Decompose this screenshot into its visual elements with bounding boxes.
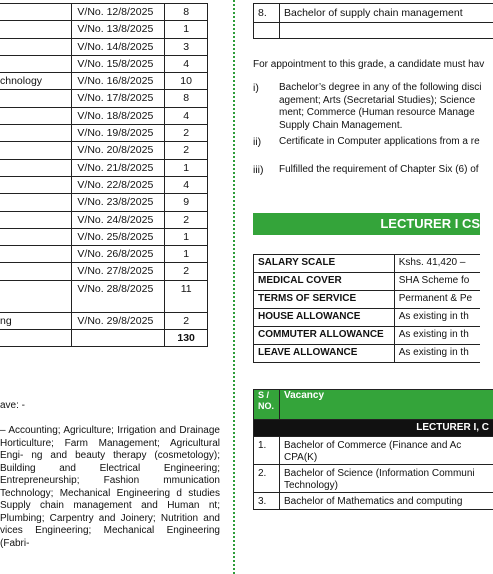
vacancy-title: Bachelor of Mathematics and computing	[280, 493, 493, 510]
count-cell: 11	[165, 280, 208, 312]
reference-cell: V/No. 26/8/2025	[72, 246, 165, 263]
count-cell: 3	[165, 38, 208, 55]
vacancy-title: Bachelor of Science (Information Communi Technology)	[280, 465, 493, 493]
vacancy-header: Vacancy	[280, 390, 493, 420]
count-cell: 4	[165, 55, 208, 72]
total-count: 130	[165, 330, 208, 347]
vacancy-number: 1.	[254, 437, 280, 465]
requirement-item: iii) Fulfilled the requirement of Chapter Six (6) of	[253, 164, 479, 176]
count-cell: 10	[165, 73, 208, 90]
term-label: TERMS OF SERVICE	[254, 291, 395, 309]
vacancy-name-cell	[0, 142, 72, 159]
count-cell: 8	[165, 4, 208, 21]
count-cell: 2	[165, 142, 208, 159]
reference-cell: V/No. 18/8/2025	[72, 107, 165, 124]
reference-cell: V/No. 17/8/2025	[72, 90, 165, 107]
vacancy-name-cell	[0, 55, 72, 72]
row-number: 8.	[254, 4, 280, 23]
terms-row	[254, 291, 481, 309]
count-cell: 1	[165, 228, 208, 245]
vacancy-number: 3.	[254, 493, 280, 510]
term-value: As existing in th	[394, 345, 480, 363]
table-row	[0, 90, 208, 107]
table-row	[0, 246, 208, 263]
reference-cell: V/No. 20/8/2025	[72, 142, 165, 159]
count-cell: 2	[165, 211, 208, 228]
reference-cell: V/No. 13/8/2025	[72, 21, 165, 38]
lecturer-vacancy-table	[253, 389, 493, 510]
vacancy-subheader: LECTURER I, C	[254, 420, 493, 437]
term-label: COMMUTER ALLOWANCE	[254, 327, 395, 345]
count-cell: 4	[165, 176, 208, 193]
reference-cell: V/No. 14/8/2025	[72, 38, 165, 55]
reference-cell: V/No. 15/8/2025	[72, 55, 165, 72]
reference-cell: V/No. 16/8/2025	[72, 73, 165, 90]
reference-cell: V/No. 24/8/2025	[72, 211, 165, 228]
vacancy-number: 2.	[254, 465, 280, 493]
requirement-item: i) Bachelor’s degree in any of the following disci agement; Arts (Secretarial Studies); Science ment; Commerce (Human resource Manage Supply Chain Management.	[253, 82, 482, 131]
count-cell: 2	[165, 263, 208, 280]
sno-header: S / NO.	[254, 390, 280, 420]
vacancy-row	[254, 465, 493, 493]
terms-row	[254, 273, 481, 291]
reference-cell: V/No. 23/8/2025	[72, 194, 165, 211]
table-row	[0, 194, 208, 211]
terms-row	[254, 255, 481, 273]
vacancy-name-cell	[0, 159, 72, 176]
terms-table	[253, 254, 480, 363]
vacancy-name-cell	[0, 125, 72, 142]
vacancy-name-cell	[0, 194, 72, 211]
term-label: HOUSE ALLOWANCE	[254, 309, 395, 327]
count-cell: 1	[165, 21, 208, 38]
term-value: SHA Scheme fo	[394, 273, 480, 291]
reference-cell: V/No. 22/8/2025	[72, 176, 165, 193]
lecturer-banner: LECTURER I CS	[253, 213, 480, 235]
table-row	[0, 107, 208, 124]
reference-cell: V/No. 21/8/2025	[72, 159, 165, 176]
vacancy-title: Bachelor of Commerce (Finance and Ac CPA(K)	[280, 437, 493, 465]
term-value: Permanent & Pe	[394, 291, 480, 309]
count-cell: 1	[165, 159, 208, 176]
table-row	[0, 228, 208, 245]
term-value: As existing in th	[394, 309, 480, 327]
table-row	[0, 21, 208, 38]
term-value: As existing in th	[394, 327, 480, 345]
vacancy-name-cell	[0, 107, 72, 124]
count-cell: 2	[165, 312, 208, 329]
terms-row	[254, 309, 481, 327]
table-row	[0, 159, 208, 176]
table-row	[0, 73, 208, 90]
vacancy-name-cell	[0, 176, 72, 193]
reference-cell: V/No. 29/8/2025	[72, 312, 165, 329]
vacancy-row	[254, 493, 493, 510]
vacancy-reference-table	[0, 3, 208, 347]
count-cell: 8	[165, 90, 208, 107]
vacancy-name-cell	[0, 38, 72, 55]
count-cell: 2	[165, 125, 208, 142]
vacancy-name-cell	[0, 211, 72, 228]
reference-cell: V/No. 19/8/2025	[72, 125, 165, 142]
count-cell: 4	[165, 107, 208, 124]
vacancy-name-cell	[0, 21, 72, 38]
requirement-item: ii) Certificate in Computer applications from a re	[253, 136, 480, 148]
vacancy-name-cell	[0, 246, 72, 263]
vacancy-name-cell: ng	[0, 312, 72, 329]
term-label: MEDICAL COVER	[254, 273, 395, 291]
vacancy-name-cell	[0, 90, 72, 107]
appointment-intro: For appointment to this grade, a candidate must hav	[253, 59, 485, 70]
table-row	[0, 55, 208, 72]
requirements-list	[253, 82, 480, 178]
vacancy-row	[254, 437, 493, 465]
term-label: SALARY SCALE	[254, 255, 395, 273]
table-row	[0, 211, 208, 228]
table-row	[0, 280, 208, 312]
count-cell: 9	[165, 194, 208, 211]
vacancy-name-cell	[0, 228, 72, 245]
requirements-intro-left: ave: -	[0, 400, 26, 411]
table-row	[0, 263, 208, 280]
table-row	[0, 142, 208, 159]
reference-cell: V/No. 25/8/2025	[72, 228, 165, 245]
vacancy-name-cell	[0, 4, 72, 21]
term-label: LEAVE ALLOWANCE	[254, 345, 395, 363]
table-row	[0, 38, 208, 55]
row-vacancy: Bachelor of supply chain management	[280, 4, 493, 23]
top-vacancy-table	[253, 3, 493, 39]
reference-cell: V/No. 28/8/2025	[72, 280, 165, 312]
column-divider	[233, 0, 235, 574]
table-row	[0, 312, 208, 329]
vacancy-name-cell	[0, 263, 72, 280]
reference-cell: V/No. 27/8/2025	[72, 263, 165, 280]
reference-cell: V/No. 12/8/2025	[72, 4, 165, 21]
count-cell: 1	[165, 246, 208, 263]
table-row	[0, 4, 208, 21]
qualification-paragraph-left: – Accounting; Agriculture; Irrigation and Drainage Horticulture; Farm Management; Agricultural Engi- ng and beauty therapy (cosmetology); Building and Electrical Engineering; Entrepreneurship; Fashion mmunication Technology; Mechanical Engineering d studies Supply chain management and Human nt; Plumbing; Carpentry and Joinery; Nutrition and vices Engineering; Mechanical Engineering (Fabri-	[0, 425, 220, 549]
total-row	[0, 330, 208, 347]
term-value: Kshs. 41,420 –	[394, 255, 480, 273]
table-row	[0, 176, 208, 193]
table-row	[0, 125, 208, 142]
vacancy-name-cell	[0, 280, 72, 312]
terms-row	[254, 327, 481, 345]
vacancy-name-cell: chnology	[0, 73, 72, 90]
terms-row	[254, 345, 481, 363]
